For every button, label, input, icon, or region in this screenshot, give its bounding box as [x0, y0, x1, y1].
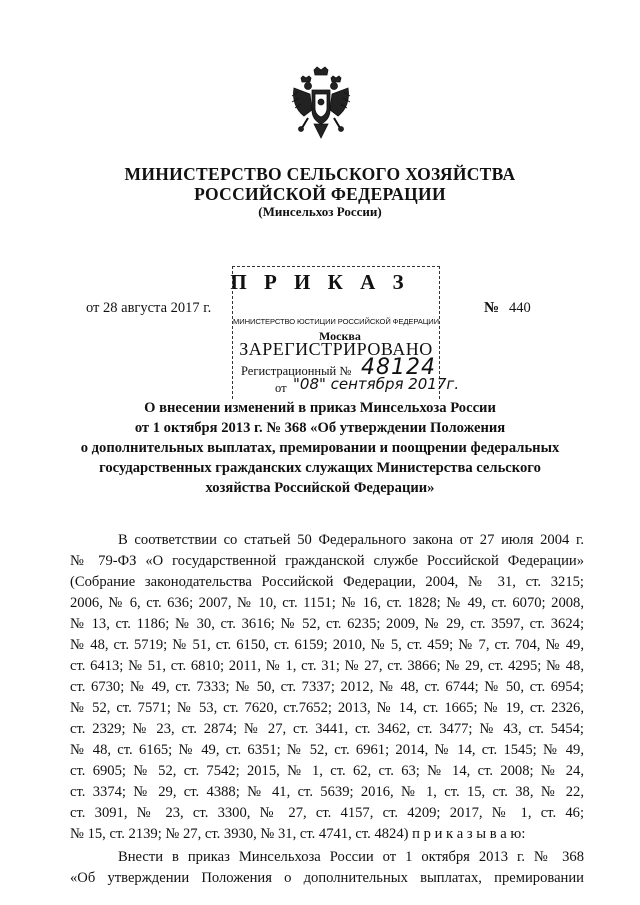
body-line: № 13, ст. 1186; № 30, ст. 3616; № 52, ст. 6235; 2009, № 29, ст. 3597, ст. 3624; [70, 616, 584, 632]
body-line: № 15, ст. 2139; № 27, ст. 3930, № 31, ст. 4741, ст. 4824) п р и к а з ы в а ю: [70, 826, 526, 842]
stamp-date-prefix: от [275, 381, 287, 395]
order-number-label: № [484, 300, 500, 316]
stamp-city: Москва [319, 329, 361, 343]
body-line: 2006, № 6, ст. 636; 2007, № 10, ст. 1151; № 16, ст. 1828; № 49, ст. 6070; 2008, [70, 595, 584, 611]
body-line: ст. 6413; № 51, ст. 6810; 2011, № 1, ст. 31; № 27, ст. 3866; № 29, ст. 4295; № 48, [70, 658, 584, 674]
title-line: хозяйства Российской Федерации» [205, 480, 435, 496]
body-line: ст. 6730; № 49, ст. 7333; № 50, ст. 7337; 2012, № 48, ст. 6744; № 50, ст. 6954; [70, 679, 584, 695]
title-line: государственных гражданских служащих Министерства сельского [99, 460, 541, 476]
coat-of-arms-icon [290, 66, 352, 144]
stamp-registered: ЗАРЕГИСТРИРОВАНО [239, 339, 433, 359]
order-heading: П Р И К А З [230, 270, 410, 294]
body-line: № 79-ФЗ «О государственной гражданской службе Российской Федерации» [70, 553, 584, 569]
body-line: № 48, ст. 5719; № 51, ст. 6150, ст. 6159; 2010, № 5, ст. 459; № 7, ст. 704, № 49, [70, 637, 584, 653]
order-date: от 28 августа 2017 г. [86, 300, 212, 316]
stamp-reg-number: 48124 [361, 355, 436, 380]
body-line: ст. 2329; № 23, ст. 2874; № 27, ст. 3441, ст. 3462, ст. 3477; № 43, ст. 5454; [70, 721, 584, 737]
body-line: «Об утверждении Положения о дополнительных выплатах, премировании [70, 870, 584, 886]
body-line: ст. 3091, № 23, ст. 3300, № 27, ст. 4157, ст. 4209; 2017, № 1, ст. 46; [70, 805, 584, 821]
ministry-short-name: (Минсельхоз России) [258, 204, 382, 219]
stamp-reg-label: Регистрационный № [241, 364, 352, 378]
body-line: В соответствии со статьей 50 Федерального закона от 27 июля 2004 г. [118, 532, 584, 548]
ministry-name-line2: РОССИЙСКОЙ ФЕДЕРАЦИИ [194, 184, 446, 204]
stamp-date: "08" сентября 2017г. [293, 375, 460, 393]
body-line: (Собрание законодательства Российской Федерации, 2004, № 31, ст. 3215; [70, 574, 584, 590]
body-line: ст. 6905; № 52, ст. 7542; 2015, № 1, ст. 62, ст. 63; № 14, ст. 2008; № 24, [70, 763, 584, 779]
body-line: ст. 3374; № 29, ст. 4388; № 41, ст. 5639; 2016, № 1, ст. 15, ст. 38, № 22, [70, 784, 584, 800]
registration-stamp [232, 266, 460, 399]
title-line: О внесении изменений в приказ Минсельхоза России [144, 400, 496, 416]
ministry-name-line1: МИНИСТЕРСТВО СЕЛЬСКОГО ХОЗЯЙСТВА [124, 164, 516, 184]
title-line: о дополнительных выплатах, премировании и поощрении федеральных [80, 440, 560, 456]
stamp-organization: МИНИСТЕРСТВО ЮСТИЦИИ РОССИЙСКОЙ ФЕДЕРАЦИИ [233, 317, 439, 326]
body-line: № 48, ст. 6165; № 49, ст. 6351; № 52, ст. 6961; 2014, № 14, ст. 1545; № 49, [70, 742, 584, 758]
body-line: № 52, ст. 7571; № 53, ст. 7620, ст.7652; 2013, № 14, ст. 1665; № 19, ст. 2326, [70, 700, 584, 716]
title-line: от 1 октября 2013 г. № 368 «Об утверждении Положения [134, 420, 506, 436]
body-line: Внести в приказ Минсельхоза России от 1 октября 2013 г. № 368 [118, 849, 584, 865]
order-number: 440 [509, 300, 531, 316]
